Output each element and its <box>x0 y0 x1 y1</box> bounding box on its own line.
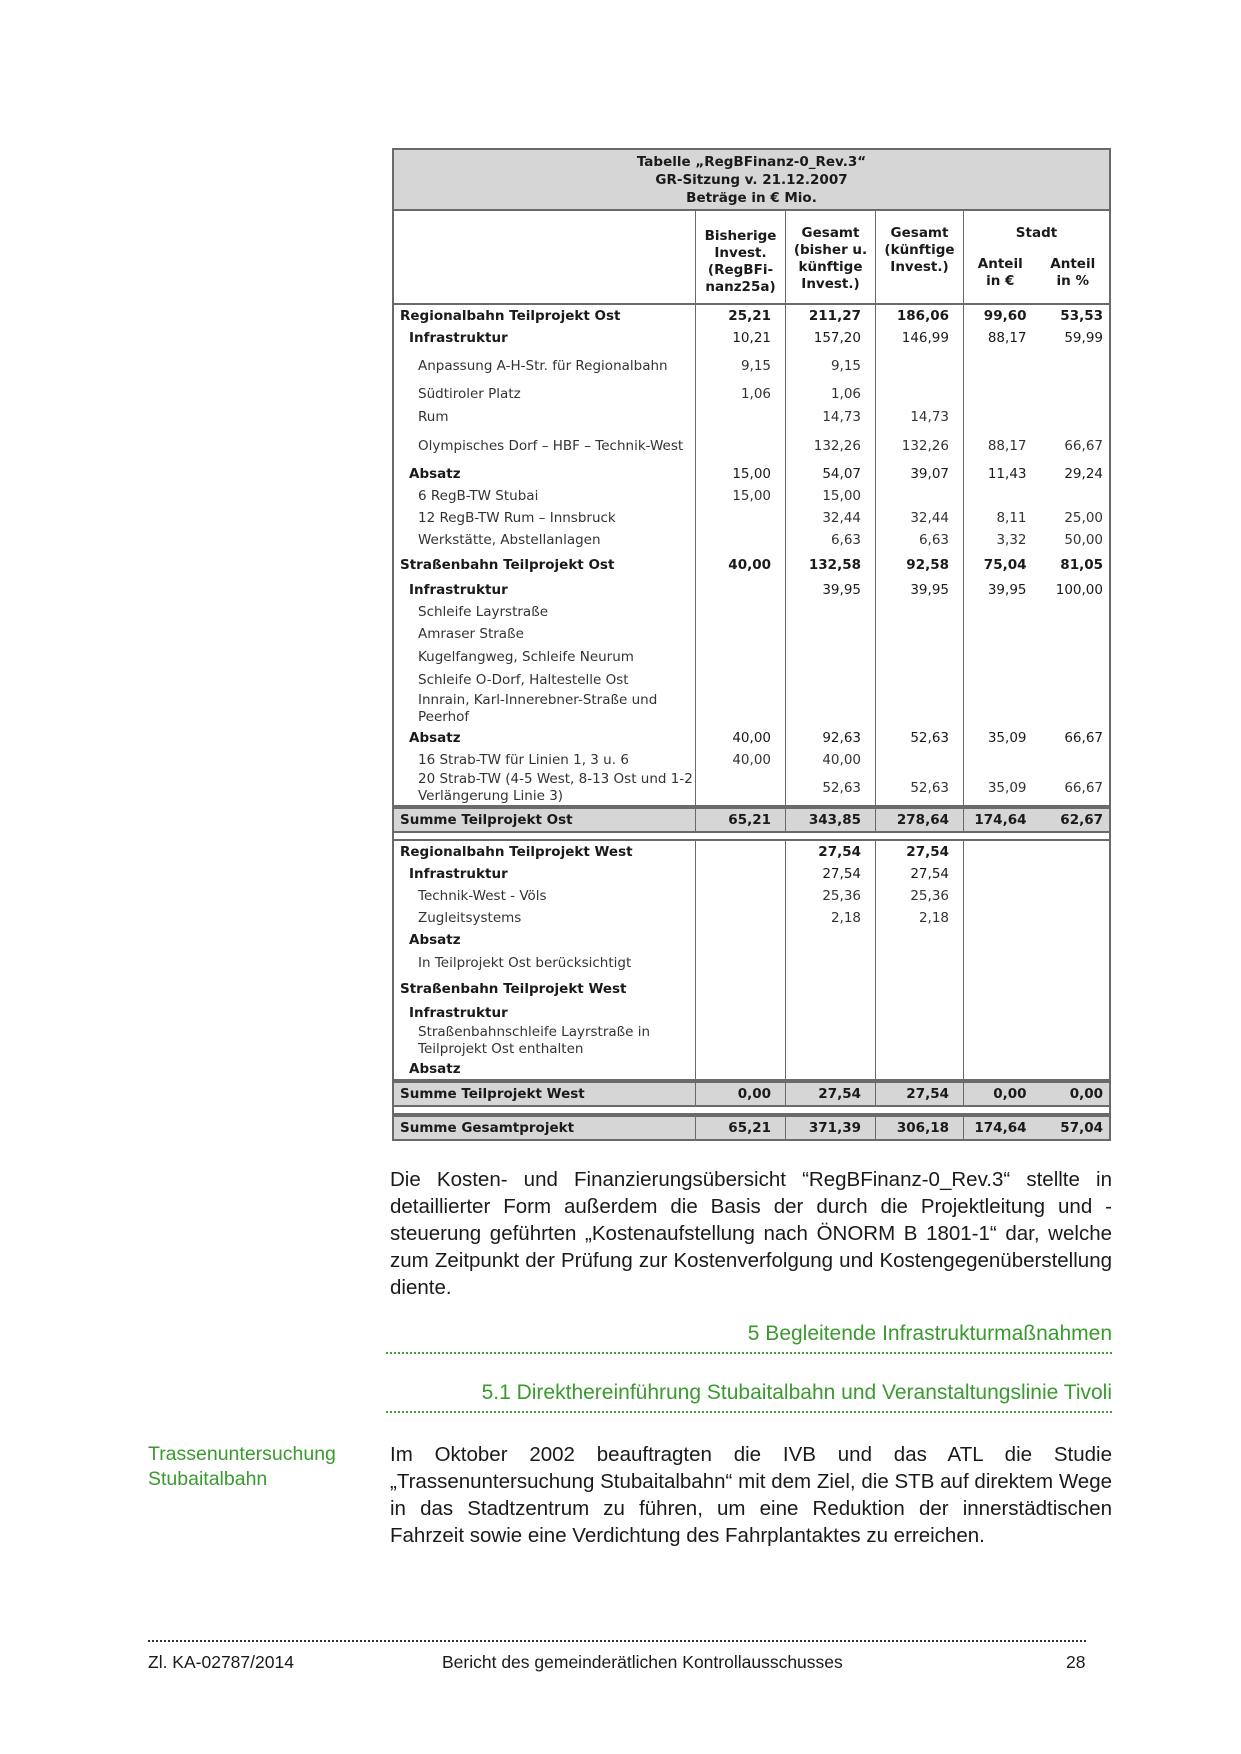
cell-gesamt-kuenftig: 39,07 <box>876 463 964 485</box>
table-row <box>394 749 1109 771</box>
table-row <box>394 507 1109 529</box>
cell-bisherige <box>696 601 786 623</box>
margin-note: Trassenuntersuchung Stubaitalbahn <box>148 1443 336 1490</box>
cell-stadt <box>964 929 1109 951</box>
cell-stadt <box>964 623 1109 646</box>
row-label: Innrain, Karl-Innerebner-Straße und Peerhof <box>394 691 696 727</box>
cell-anteil-eur: 174,64 <box>974 1120 1027 1136</box>
cell-anteil-eur: 0,00 <box>993 1086 1027 1102</box>
cell-bisherige <box>696 1023 786 1059</box>
footer-divider <box>148 1640 1086 1642</box>
table-block-ost <box>394 305 1109 807</box>
cell-gesamt-bisher: 52,63 <box>786 771 876 805</box>
cell-gesamt-bisher: 132,26 <box>786 429 876 463</box>
cell-anteil-eur: 99,60 <box>983 308 1027 324</box>
cell-gesamt-kuenftig: 39,95 <box>876 579 964 601</box>
cell-anteil-pct: 57,04 <box>1060 1120 1103 1136</box>
row-label: 6 RegB-TW Stubai <box>394 485 696 507</box>
header-gesamt-bisher <box>786 211 876 303</box>
cell-bisherige <box>696 863 786 885</box>
table-row <box>394 305 1109 327</box>
header-line: Gesamt <box>890 225 949 241</box>
cell-gesamt-kuenftig <box>876 1023 964 1059</box>
table-row <box>394 863 1109 885</box>
row-label: Kugelfangweg, Schleife Neurum <box>394 646 696 669</box>
cell-gesamt-kuenftig <box>876 1059 964 1079</box>
cell-gesamt-kuenftig: 132,26 <box>876 429 964 463</box>
cell-gesamt-kuenftig <box>876 929 964 951</box>
cell-gesamt-kuenftig: 52,63 <box>876 727 964 749</box>
cell-anteil-pct: 66,67 <box>1064 438 1103 454</box>
cell-gesamt-kuenftig: 52,63 <box>876 771 964 805</box>
table-row <box>394 727 1109 749</box>
cell-gesamt-bisher <box>786 951 876 975</box>
cell-bisherige <box>696 429 786 463</box>
header-line: (RegBFi- <box>707 262 774 278</box>
header-line: (künftige <box>884 242 955 258</box>
cell-bisherige: 65,21 <box>696 1117 786 1139</box>
table-row <box>394 975 1109 1003</box>
cell-gesamt-kuenftig: 6,63 <box>876 529 964 551</box>
table-row <box>394 1081 1109 1105</box>
cell-gesamt-bisher: 27,54 <box>786 1083 876 1105</box>
cell-gesamt-bisher: 211,27 <box>786 305 876 327</box>
table-row <box>394 551 1109 579</box>
table-sum-total <box>394 1113 1109 1139</box>
cell-gesamt-bisher: 27,54 <box>786 841 876 863</box>
cell-gesamt-bisher <box>786 1003 876 1023</box>
cell-gesamt-kuenftig: 146,99 <box>876 327 964 349</box>
header-line: Bisherige <box>704 228 777 244</box>
page-number: 28 <box>1066 1652 1086 1672</box>
row-label: Infrastruktur <box>394 579 696 601</box>
cell-stadt <box>964 691 1109 727</box>
cell-gesamt-bisher: 54,07 <box>786 463 876 485</box>
cell-gesamt-kuenftig: 32,44 <box>876 507 964 529</box>
header-line: Invest. <box>714 245 767 261</box>
header-anteil-eur <box>964 256 1037 290</box>
cell-stadt <box>964 349 1109 383</box>
cell-gesamt-bisher: 2,18 <box>786 907 876 929</box>
cell-anteil-pct: 62,67 <box>1060 812 1103 828</box>
table-row <box>394 579 1109 601</box>
cell-gesamt-bisher <box>786 669 876 691</box>
header-line: Anteil <box>1050 256 1096 272</box>
cell-gesamt-kuenftig: 278,64 <box>876 809 964 831</box>
row-label: Werkstätte, Abstellanlagen <box>394 529 696 551</box>
cell-stadt <box>964 507 1109 529</box>
cell-gesamt-kuenftig: 186,06 <box>876 305 964 327</box>
cell-stadt <box>964 975 1109 1003</box>
cell-anteil-eur: 35,09 <box>987 780 1027 796</box>
cell-gesamt-bisher: 92,63 <box>786 727 876 749</box>
cell-gesamt-bisher <box>786 646 876 669</box>
table-row <box>394 327 1109 349</box>
cell-stadt <box>964 601 1109 623</box>
footer-reference: Zl. KA-02787/2014 <box>148 1652 294 1672</box>
cell-anteil-pct: 29,24 <box>1064 466 1103 482</box>
table-row <box>394 463 1109 485</box>
cell-anteil-pct: 66,67 <box>1064 730 1103 746</box>
cell-stadt <box>964 579 1109 601</box>
row-label: Absatz <box>394 929 696 951</box>
table-row <box>394 429 1109 463</box>
cell-bisherige: 65,21 <box>696 809 786 831</box>
table-title-line: Tabelle „RegBFinanz-0_Rev.3“ <box>636 154 867 170</box>
cell-gesamt-kuenftig <box>876 951 964 975</box>
cell-anteil-pct: 59,99 <box>1064 330 1103 346</box>
cell-gesamt-bisher <box>786 623 876 646</box>
cell-anteil-pct: 0,00 <box>1069 1086 1103 1102</box>
cell-bisherige <box>696 929 786 951</box>
table-row <box>394 669 1109 691</box>
row-label: Technik-West - Völs <box>394 885 696 907</box>
cell-stadt <box>964 771 1109 805</box>
table-block-west <box>394 839 1109 1081</box>
table-row <box>394 1003 1109 1023</box>
cell-gesamt-bisher: 1,06 <box>786 383 876 405</box>
table-row <box>394 841 1109 863</box>
cost-table <box>392 148 1111 1141</box>
cell-bisherige: 9,15 <box>696 349 786 383</box>
row-label: Absatz <box>394 727 696 749</box>
header-line: künftige <box>798 259 863 275</box>
cell-gesamt-bisher: 371,39 <box>786 1117 876 1139</box>
cell-stadt <box>964 1083 1109 1105</box>
cell-gesamt-kuenftig: 2,18 <box>876 907 964 929</box>
cell-stadt <box>964 727 1109 749</box>
table-row <box>394 691 1109 727</box>
table-row <box>394 1059 1109 1079</box>
cell-stadt <box>964 1023 1109 1059</box>
cell-gesamt-kuenftig <box>876 749 964 771</box>
row-label: Absatz <box>394 463 696 485</box>
cell-gesamt-kuenftig: 14,73 <box>876 405 964 429</box>
row-label: Straßenbahn Teilprojekt Ost <box>394 551 696 579</box>
cell-gesamt-bisher <box>786 691 876 727</box>
cell-gesamt-kuenftig: 92,58 <box>876 551 964 579</box>
table-sum-ost <box>394 807 1109 833</box>
cell-bisherige <box>696 975 786 1003</box>
cell-gesamt-bisher: 15,00 <box>786 485 876 507</box>
header-stadt-label: Stadt <box>1015 225 1058 241</box>
cell-gesamt-kuenftig <box>876 669 964 691</box>
cell-anteil-pct: 66,67 <box>1064 780 1103 796</box>
cell-gesamt-kuenftig: 27,54 <box>876 1083 964 1105</box>
cell-bisherige: 0,00 <box>696 1083 786 1105</box>
cell-gesamt-kuenftig <box>876 349 964 383</box>
cell-stadt <box>964 907 1109 929</box>
table-row <box>394 623 1109 646</box>
cell-gesamt-kuenftig: 306,18 <box>876 1117 964 1139</box>
cell-stadt <box>964 485 1109 507</box>
cell-stadt <box>964 529 1109 551</box>
cell-stadt <box>964 669 1109 691</box>
table-row <box>394 807 1109 831</box>
cell-bisherige <box>696 529 786 551</box>
header-bisherige <box>696 211 786 303</box>
row-label: Südtiroler Platz <box>394 383 696 405</box>
cell-stadt <box>964 885 1109 907</box>
row-label: Amraser Straße <box>394 623 696 646</box>
header-line: in % <box>1056 273 1089 289</box>
header-line: nanz25a) <box>705 279 776 295</box>
cell-anteil-pct: 53,53 <box>1060 308 1103 324</box>
cell-stadt <box>964 551 1109 579</box>
cell-gesamt-kuenftig <box>876 646 964 669</box>
table-row <box>394 951 1109 975</box>
cell-bisherige: 1,06 <box>696 383 786 405</box>
cell-stadt <box>964 863 1109 885</box>
table-title <box>394 150 1109 211</box>
row-label: Zugleitsystems <box>394 907 696 929</box>
cell-stadt <box>964 951 1109 975</box>
cell-stadt <box>964 1117 1109 1139</box>
cell-anteil-eur: 35,09 <box>987 730 1027 746</box>
cell-gesamt-bisher: 25,36 <box>786 885 876 907</box>
cell-anteil-eur: 75,04 <box>983 557 1027 573</box>
cell-gesamt-kuenftig: 25,36 <box>876 885 964 907</box>
table-row <box>394 529 1109 551</box>
cell-gesamt-kuenftig <box>876 601 964 623</box>
row-label: Absatz <box>394 1059 696 1079</box>
table-row <box>394 383 1109 405</box>
cell-bisherige: 10,21 <box>696 327 786 349</box>
cell-gesamt-kuenftig <box>876 691 964 727</box>
table-row <box>394 349 1109 383</box>
table-column-headers <box>394 211 1109 305</box>
cell-gesamt-bisher <box>786 929 876 951</box>
row-label: Rum <box>394 405 696 429</box>
header-line: Gesamt <box>801 225 860 241</box>
cell-bisherige <box>696 885 786 907</box>
cell-stadt <box>964 463 1109 485</box>
cell-anteil-pct: 100,00 <box>1055 582 1103 598</box>
cell-bisherige <box>696 623 786 646</box>
cell-gesamt-kuenftig: 27,54 <box>876 841 964 863</box>
cell-gesamt-kuenftig <box>876 623 964 646</box>
row-label: 12 RegB-TW Rum – Innsbruck <box>394 507 696 529</box>
cell-anteil-eur: 88,17 <box>987 438 1027 454</box>
table-row <box>394 929 1109 951</box>
cell-gesamt-bisher: 6,63 <box>786 529 876 551</box>
cell-stadt <box>964 327 1109 349</box>
table-row <box>394 771 1109 805</box>
header-line: Anteil <box>977 256 1023 272</box>
cell-stadt <box>964 809 1109 831</box>
cell-anteil-eur: 11,43 <box>987 466 1027 482</box>
row-label: Straßenbahnschleife Layrstraße in Teilprojekt Ost enthalten <box>394 1023 696 1059</box>
paragraph-kostenuebersicht: Die Kosten- und Finanzierungsübersicht “RegBFinanz-0_Rev.3“ stellte in detaillierter Form außerdem die Basis der durch die Projektleitung und -steuerung geführten „Kostenaufstellung nach ÖNORM B 1801-1“ dar, welche zum Zeitpunkt der Prüfung zur Kostenverfolgung und Kostengegenüberstellung diente. <box>390 1168 1112 1299</box>
cell-stadt <box>964 405 1109 429</box>
cell-bisherige: 40,00 <box>696 749 786 771</box>
row-label: Regionalbahn Teilprojekt Ost <box>394 305 696 327</box>
cell-gesamt-kuenftig <box>876 975 964 1003</box>
cell-bisherige <box>696 951 786 975</box>
cell-anteil-eur: 174,64 <box>974 812 1027 828</box>
table-row <box>394 646 1109 669</box>
cell-gesamt-kuenftig: 27,54 <box>876 863 964 885</box>
cell-anteil-eur: 8,11 <box>996 510 1027 526</box>
cell-bisherige <box>696 771 786 805</box>
cell-anteil-eur: 88,17 <box>987 330 1027 346</box>
cell-bisherige: 40,00 <box>696 727 786 749</box>
row-label: Schleife Layrstraße <box>394 601 696 623</box>
row-label: Regionalbahn Teilprojekt West <box>394 841 696 863</box>
cell-bisherige <box>696 646 786 669</box>
cell-bisherige <box>696 1003 786 1023</box>
header-line: Invest.) <box>890 259 949 275</box>
cell-bisherige <box>696 669 786 691</box>
header-stadt <box>964 211 1109 303</box>
table-title-line: GR-Sitzung v. 21.12.2007 <box>655 172 848 188</box>
cell-gesamt-bisher: 27,54 <box>786 863 876 885</box>
cell-bisherige: 25,21 <box>696 305 786 327</box>
row-label: Straßenbahn Teilprojekt West <box>394 975 696 1003</box>
cell-gesamt-bisher: 32,44 <box>786 507 876 529</box>
row-label: Summe Teilprojekt West <box>394 1083 696 1105</box>
row-label: Summe Gesamtprojekt <box>394 1117 696 1139</box>
cell-stadt <box>964 749 1109 771</box>
cell-gesamt-bisher: 157,20 <box>786 327 876 349</box>
row-label: In Teilprojekt Ost berücksichtigt <box>394 951 696 975</box>
cell-anteil-pct: 25,00 <box>1064 510 1103 526</box>
row-label: Schleife O-Dorf, Haltestelle Ost <box>394 669 696 691</box>
row-label: Summe Teilprojekt Ost <box>394 809 696 831</box>
cell-bisherige <box>696 841 786 863</box>
cell-gesamt-kuenftig <box>876 1003 964 1023</box>
cell-stadt <box>964 1003 1109 1023</box>
row-label: 16 Strab-TW für Linien 1, 3 u. 6 <box>394 749 696 771</box>
cell-bisherige <box>696 579 786 601</box>
cell-gesamt-bisher: 9,15 <box>786 349 876 383</box>
cell-gesamt-bisher: 14,73 <box>786 405 876 429</box>
header-line: (bisher u. <box>793 242 868 258</box>
cell-gesamt-bisher: 132,58 <box>786 551 876 579</box>
cell-stadt <box>964 841 1109 863</box>
table-row <box>394 1115 1109 1139</box>
table-row <box>394 405 1109 429</box>
cell-stadt <box>964 429 1109 463</box>
cell-gesamt-bisher <box>786 601 876 623</box>
table-row <box>394 1023 1109 1059</box>
cell-bisherige <box>696 507 786 529</box>
cell-anteil-pct: 81,05 <box>1060 557 1103 573</box>
cell-stadt <box>964 305 1109 327</box>
header-stadt-sub <box>964 256 1109 290</box>
row-label: Infrastruktur <box>394 863 696 885</box>
cell-gesamt-bisher <box>786 1059 876 1079</box>
cell-bisherige <box>696 405 786 429</box>
header-empty <box>394 211 696 303</box>
row-label: 20 Strab-TW (4-5 West, 8-13 Ost und 1-2 Verlängerung Linie 3) <box>394 771 696 805</box>
cell-stadt <box>964 646 1109 669</box>
row-label: Olympisches Dorf – HBF – Technik-West <box>394 429 696 463</box>
cell-gesamt-bisher: 40,00 <box>786 749 876 771</box>
table-row <box>394 601 1109 623</box>
cell-gesamt-kuenftig <box>876 383 964 405</box>
cell-gesamt-bisher <box>786 1023 876 1059</box>
cell-anteil-eur: 39,95 <box>987 582 1027 598</box>
cell-gesamt-bisher: 343,85 <box>786 809 876 831</box>
cell-anteil-pct: 50,00 <box>1064 532 1103 548</box>
cell-bisherige: 40,00 <box>696 551 786 579</box>
header-anteil-pct <box>1037 256 1110 290</box>
cell-bisherige: 15,00 <box>696 485 786 507</box>
header-line: Invest.) <box>801 276 860 292</box>
row-label: Anpassung A-H-Str. für Regionalbahn <box>394 349 696 383</box>
cell-bisherige: 15,00 <box>696 463 786 485</box>
cell-stadt <box>964 1059 1109 1079</box>
table-title-line: Beträge in € Mio. <box>686 190 817 206</box>
cell-gesamt-bisher <box>786 975 876 1003</box>
cell-anteil-eur: 3,32 <box>996 532 1027 548</box>
cell-bisherige <box>696 907 786 929</box>
cell-bisherige <box>696 1059 786 1079</box>
row-label: Infrastruktur <box>394 1003 696 1023</box>
row-label: Infrastruktur <box>394 327 696 349</box>
table-row <box>394 885 1109 907</box>
table-row <box>394 907 1109 929</box>
table-sum-west <box>394 1081 1109 1107</box>
header-line: in € <box>986 273 1015 289</box>
cell-gesamt-kuenftig <box>876 485 964 507</box>
cell-stadt <box>964 383 1109 405</box>
cell-gesamt-bisher: 39,95 <box>786 579 876 601</box>
footer-title: Bericht des gemeinderätlichen Kontrollausschusses <box>442 1652 843 1672</box>
header-gesamt-kuenftig <box>876 211 964 303</box>
paragraph-trassenuntersuchung: Im Oktober 2002 beauftragten die IVB und das ATL die Studie „Trassenuntersuchung Stubaitalbahn“ mit dem Ziel, die STB auf direktem Wege in das Stadtzentrum zu führen, um eine Reduktion der innerstädtischen Fahrzeit sowie eine Verdichtung des Fahrplantaktes zu erreichen. <box>390 1443 1112 1547</box>
table-row <box>394 485 1109 507</box>
subsection-heading: 5.1 Direkthereinführung Stubaitalbahn und Veranstaltungslinie Tivoli <box>386 1381 1112 1413</box>
cell-bisherige <box>696 691 786 727</box>
section-heading: 5 Begleitende Infrastrukturmaßnahmen <box>386 1322 1112 1354</box>
